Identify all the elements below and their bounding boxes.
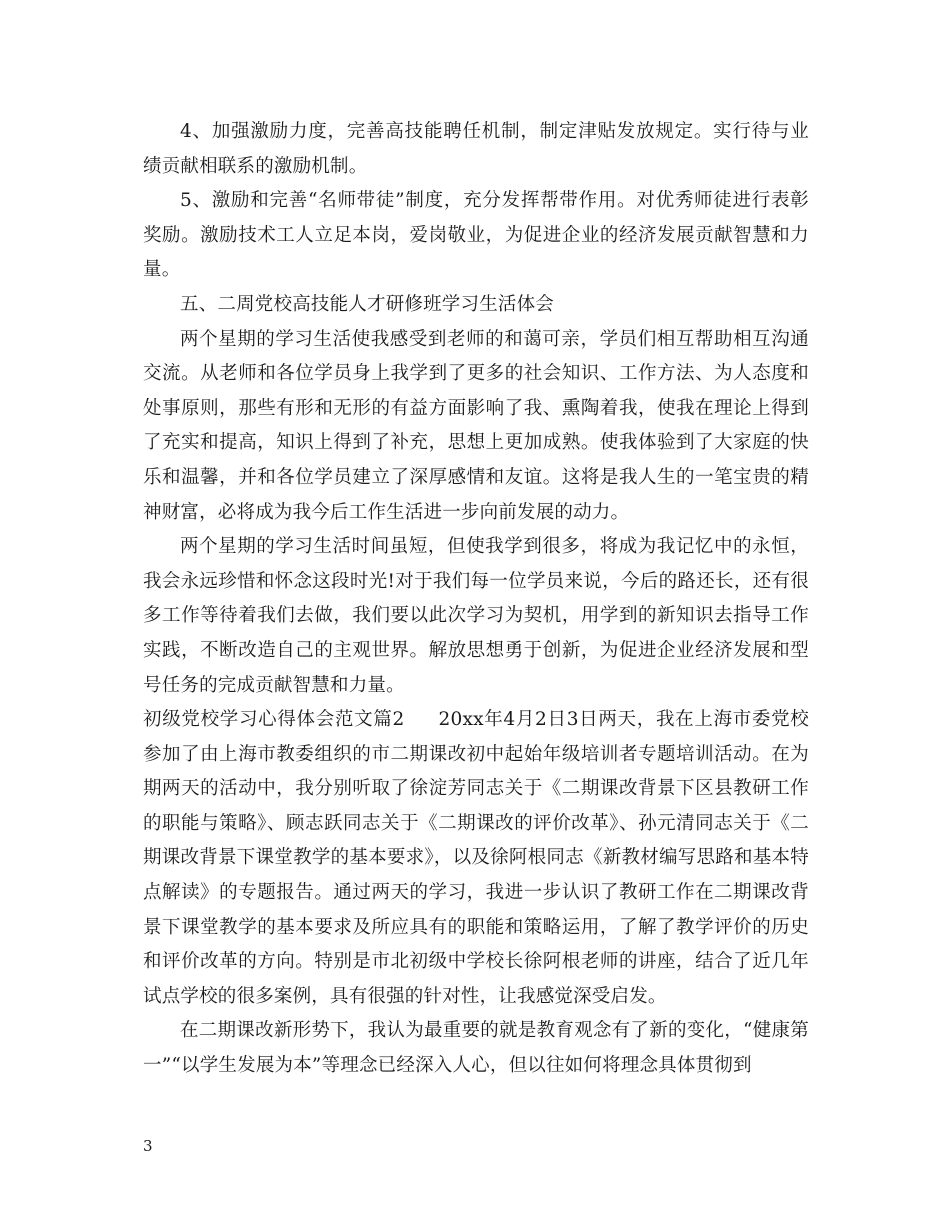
article-start [143,703,809,1014]
paragraph-new-curriculum: 在二期课改新形势下，我认为最重要的就是教育观念有了新的变化，“健康第一”“以学生发展为本”等理念已经深入人心，但以往如何将理念具体贯彻到 [143,1020,809,1077]
paragraph-mentor-system: 5、激励和完善“名师带徒”制度，充分发挥帮带作用。对优秀师徒进行表彰奖励。激励技术工人立足本岗，爱岗敬业，为促进企业的经济发展贡献智慧和力量。 [143,190,809,281]
article-title: 初级党校学习心得体会范文篇2 [143,709,405,731]
document-body [143,115,809,1084]
paragraph-study-reflection: 两个星期的学习生活时间虽短，但使我学到很多，将成为我记忆中的永恒，我会永远珍惜和怀念这段时光!对于我们每一位学员来说，今后的路还长，还有很多工作等待着我们去做，我们要以此次学习为契机，用学到的新知识去指导工作实践，不断改造自己的主观世界。解放思想勇于创新，为促进企业经济发展和型号任务的完成贡献智慧和力量。 [143,536,809,696]
section-heading: 五、二周党校高技能人才研修班学习生活体会 [180,293,555,315]
paragraph-incentive-mechanism: 4、加强激励力度，完善高技能聘任机制，制定津贴发放规定。实行待与业绩贡献相联系的激励机制。 [143,121,809,177]
page-number: 3 [143,1137,153,1155]
article-first-paragraph: 20xx年4月2日3日两天，我在上海市委党校参加了由上海市教委组织的市二期课改初中起始年级培训者专题培训活动。在为期两天的活动中，我分别听取了徐淀芳同志关于《二期课改背景下区县教研工作的职能与策略》、顾志跃同志关于《二期课改的评价改革》、孙元清同志关于《二期课改背景下课堂教学的基本要求》，以及徐阿根同志《新教材编写思路和基本特点解读》的专题报告。通过两天的学习，我进一步认识了教研工作在二期课改背景下课堂教学的基本要求及所应具有的职能和策略运用，了解了教学评价的历史和评价改革的方向。特别是市北初级中学校长徐阿根老师的讲座，结合了近几年试点学校的很多案例，具有很强的针对性，让我感觉深受启发。 [143,709,810,1007]
paragraph-study-experience: 两个星期的学习生活使我感受到老师的和蔼可亲，学员们相互帮助相互沟通交流。从老师和各位学员身上我学到了更多的社会知识、工作方法、为人态度和处事原则，那些有形和无形的有益方面影响了我、熏陶着我，使我在理论上得到了充实和提高，知识上得到了补充，思想上更加成熟。使我体验到了大家庭的快乐和温馨，并和各位学员建立了深厚感情和友谊。这将是我人生的一笔宝贵的精神财富，必将成为我今后工作生活进一步向前发展的动力。 [143,328,809,523]
